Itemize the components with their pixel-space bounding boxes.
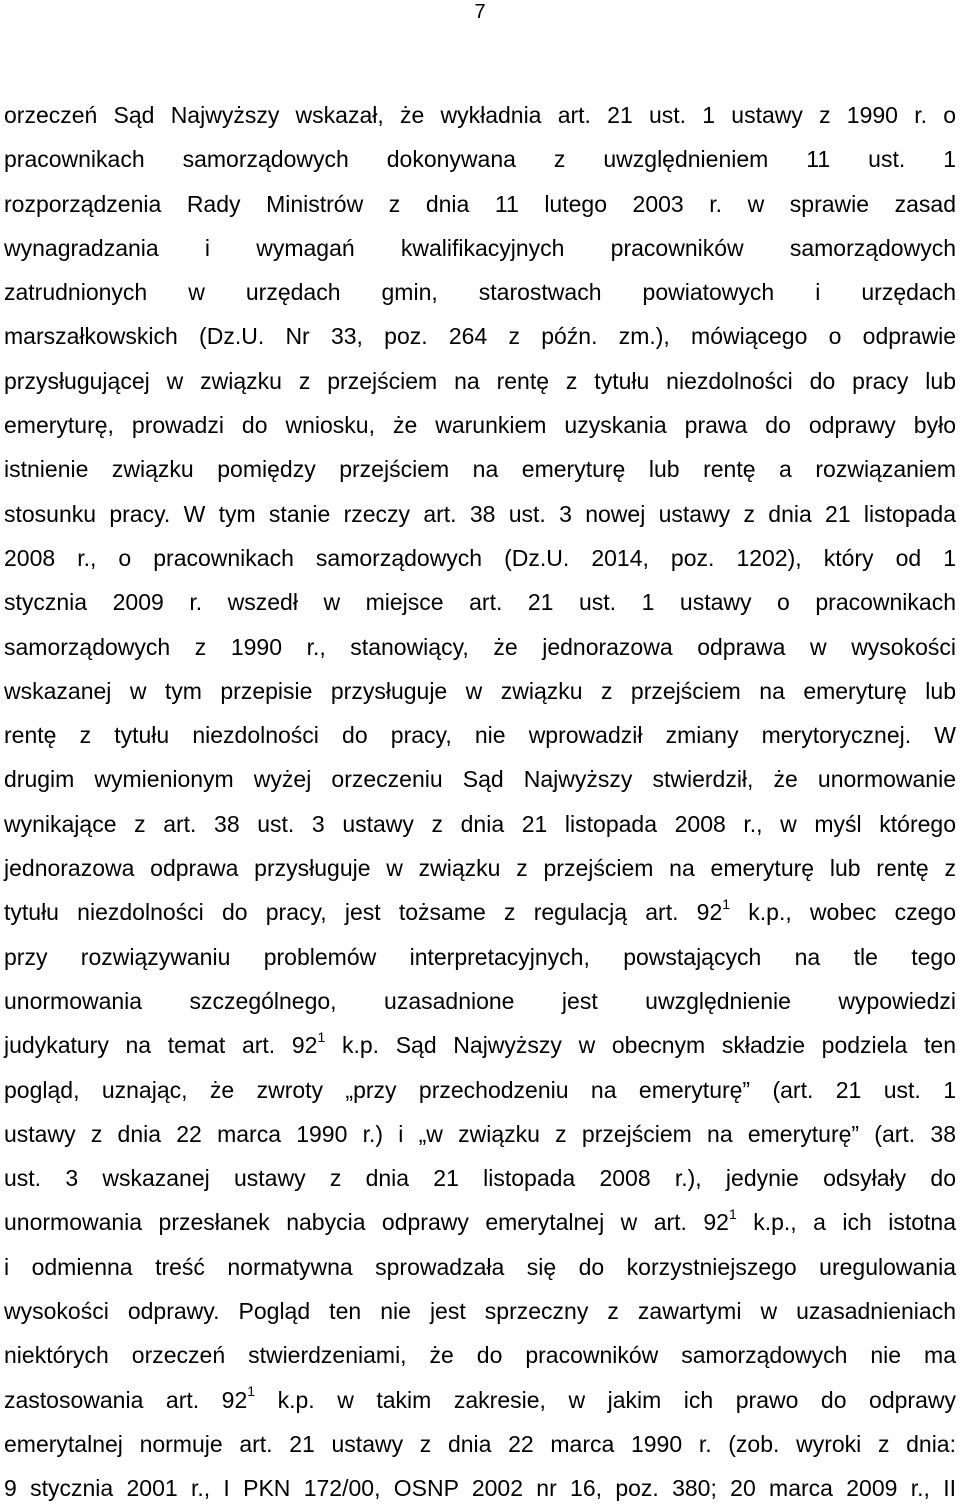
text-line: istnienie związku pomiędzy przejściem na emeryturę lub rentę a rozwiązaniem [4,456,956,483]
text-segment: judykatury na temat art. 92 [4,1032,318,1059]
text-line: ustawy z dnia 22 marca 1990 r.) i „w związku z przejściem na emeryturę” (art. 38 [4,1120,956,1147]
text-line: stycznia 2009 r. wszedł w miejsce art. 21 ust. 1 ustawy o pracownikach [4,589,956,616]
text-line: przysługującej w związku z przejściem na rentę z tytułu niezdolności do pracy lub [4,367,956,394]
text-line: rentę z tytułu niezdolności do pracy, nie wprowadził zmiany merytorycznej. W [4,722,956,749]
text-line: unormowania szczególnego, uzasadnione jest uwzględnienie wypowiedzi [4,987,956,1014]
text-line: marszałkowskich (Dz.U. Nr 33, poz. 264 z późn. zm.), mówiącego o odprawie [4,323,956,350]
text-line: emeryturę, prowadzi do wniosku, że warunkiem uzyskania prawa do odprawy było [4,412,956,439]
text-line: wskazanej w tym przepisie przysługuje w związku z przejściem na emeryturę lub [4,677,956,704]
text-line: pogląd, uznając, że zwroty „przy przechodzeniu na emeryturę” (art. 21 ust. 1 [4,1076,956,1103]
text-line: jednorazowa odprawa przysługuje w związku z przejściem na emeryturę lub rentę z [4,855,956,882]
text-line-with-superscript [4,1023,956,1067]
text-segment: k.p. w takim zakresie, w jakim ich prawo do odprawy [255,1386,956,1413]
text-segment: tytułu niezdolności do pracy, jest tożsame z regulacją art. 92 [4,899,723,926]
text-line-with-superscript [4,890,956,934]
text-line: drugim wymienionym wyżej orzeczeniu Sąd Najwyższy stwierdził, że unormowanie [4,766,956,793]
text-line: zatrudnionych w urzędach gmin, starostwach powiatowych i urzędach [4,279,956,306]
superscript: 1 [722,895,731,912]
superscript: 1 [247,1382,256,1399]
text-line: samorządowych z 1990 r., stanowiący, że jednorazowa odprawa w wysokości [4,633,956,660]
text-segment: k.p., a ich istotna [736,1209,956,1236]
text-line: niektórych orzeczeń stwierdzeniami, że do pracowników samorządowych nie ma [4,1342,956,1369]
text-line-with-superscript [4,1378,956,1422]
text-line: i odmienna treść normatywna sprowadzała się do korzystniejszego uregulowania [4,1253,956,1280]
page-number: 7 [474,1,486,23]
text-line: stosunku pracy. W tym stanie rzeczy art. 38 ust. 3 nowej ustawy z dnia 21 listopada [4,500,956,527]
text-line: emerytalnej normuje art. 21 ustawy z dnia 22 marca 1990 r. (zob. wyroki z dnia: [4,1430,956,1457]
text-line: wysokości odprawy. Pogląd ten nie jest sprzeczny z zawartymi w uzasadnieniach [4,1298,956,1325]
text-line: wynikające z art. 38 ust. 3 ustawy z dnia 21 listopada 2008 r., w myśl którego [4,810,956,837]
superscript: 1 [728,1205,737,1222]
text-line: 2008 r., o pracownikach samorządowych (Dz.U. 2014, poz. 1202), który od 1 [4,544,956,571]
text-segment: unormowania przesłanek nabycia odprawy emerytalnej w art. 92 [4,1209,729,1236]
text-segment: zastosowania art. 92 [4,1386,248,1413]
text-line: pracownikach samorządowych dokonywana z uwzględnieniem 11 ust. 1 [4,146,956,173]
text-line: orzeczeń Sąd Najwyższy wskazał, że wykładnia art. 21 ust. 1 ustawy z 1990 r. o [4,102,956,128]
text-line-with-superscript [4,1200,956,1244]
text-line: 9 stycznia 2001 r., I PKN 172/00, OSNP 2002 nr 16, poz. 380; 20 marca 2009 r., II [4,1475,956,1502]
text-segment: k.p. Sąd Najwyższy w obecnym składzie podziela ten [325,1032,956,1059]
text-line: przy rozwiązywaniu problemów interpretacyjnych, powstających na tle tego [4,943,956,970]
superscript: 1 [317,1028,326,1045]
text-line: wynagradzania i wymagań kwalifikacyjnych pracowników samorządowych [4,234,956,261]
text-line: rozporządzenia Rady Ministrów z dnia 11 lutego 2003 r. w sprawie zasad [4,190,956,217]
body-paragraph [4,93,956,1506]
text-segment: k.p., wobec czego [730,899,956,926]
text-line: ust. 3 wskazanej ustawy z dnia 21 listopada 2008 r.), jedynie odsyłały do [4,1165,956,1192]
